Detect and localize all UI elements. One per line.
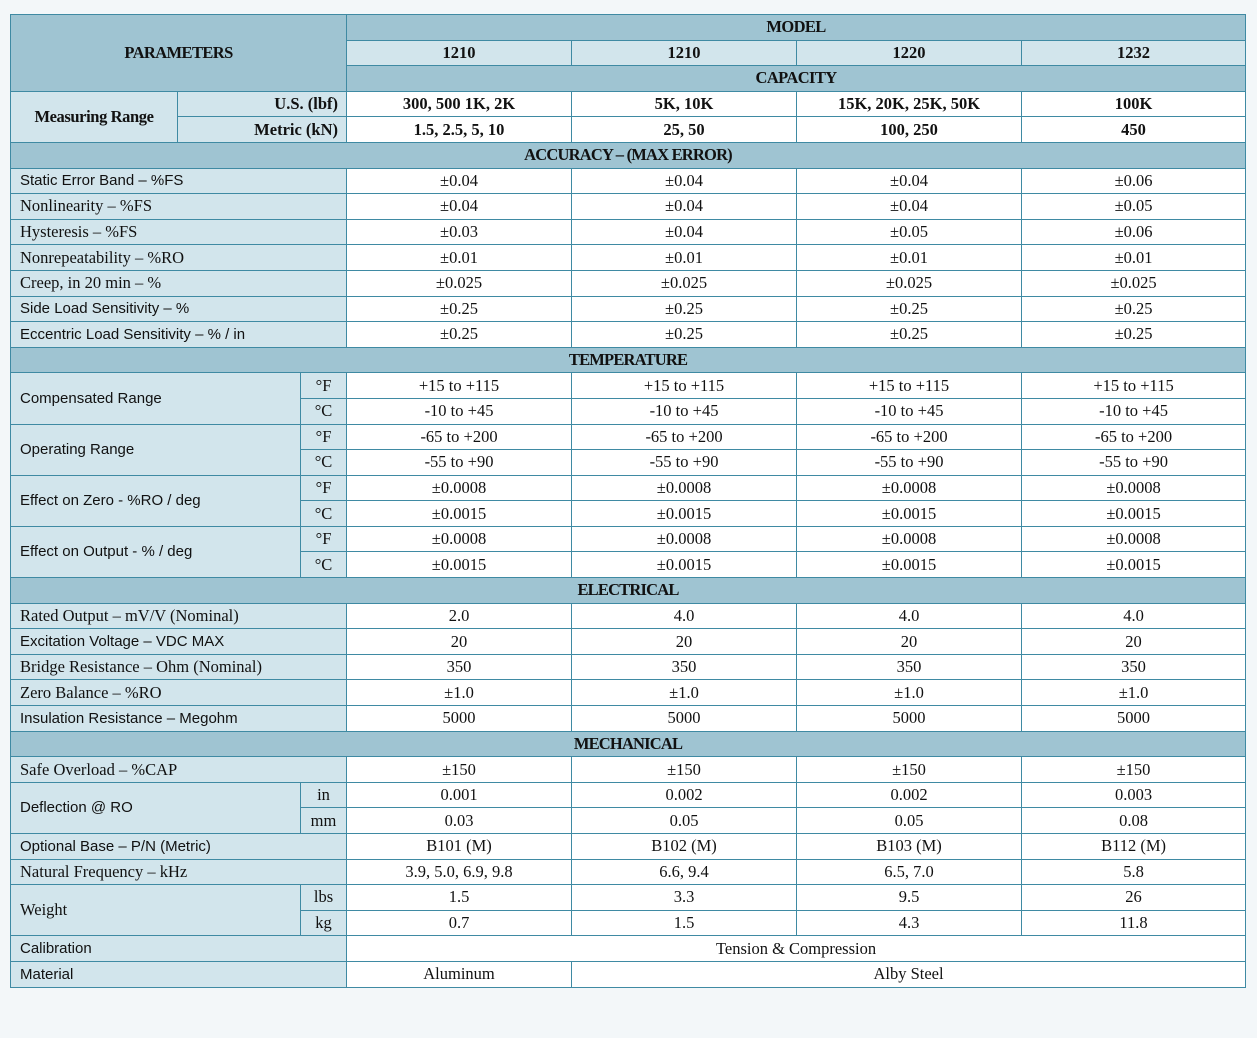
table-cell: ±0.04 — [572, 219, 797, 245]
table-row — [11, 885, 1246, 911]
table-cell: 0.7 — [347, 910, 572, 936]
celsius-unit: °C — [301, 501, 347, 527]
table-cell: ±0.06 — [1022, 219, 1246, 245]
table-cell: -55 to +90 — [572, 450, 797, 476]
capacity-header: CAPACITY — [347, 66, 1246, 92]
table-cell: ±1.0 — [797, 680, 1022, 706]
param-label: Safe Overload – %CAP — [11, 757, 347, 783]
param-label: Nonrepeatability – %RO — [11, 245, 347, 271]
table-cell: B103 (M) — [797, 834, 1022, 860]
table-row — [11, 526, 1246, 552]
table-cell: B102 (M) — [572, 834, 797, 860]
table-row — [11, 424, 1246, 450]
table-cell: ±0.0015 — [797, 552, 1022, 578]
accuracy-section-header: ACCURACY – (MAX ERROR) — [11, 142, 1246, 168]
table-row — [11, 245, 1246, 271]
table-cell: ±0.01 — [797, 245, 1022, 271]
table-cell: 0.05 — [572, 808, 797, 834]
table-row — [11, 194, 1246, 220]
table-row — [11, 347, 1246, 373]
mechanical-section-header: MECHANICAL — [11, 731, 1246, 757]
table-cell: 0.03 — [347, 808, 572, 834]
param-label: Effect on Zero - %RO / deg — [11, 475, 301, 526]
table-cell: 0.002 — [572, 782, 797, 808]
kilogram-unit: kg — [301, 910, 347, 936]
table-cell: -65 to +200 — [1022, 424, 1246, 450]
table-cell: ±0.025 — [347, 270, 572, 296]
table-cell: ±0.25 — [347, 296, 572, 322]
table-row — [11, 219, 1246, 245]
param-label: Material — [11, 961, 347, 987]
table-cell: 3.3 — [572, 885, 797, 911]
table-cell: 5000 — [1022, 706, 1246, 732]
table-cell: ±0.25 — [347, 322, 572, 348]
table-row — [11, 834, 1246, 860]
table-cell: ±1.0 — [347, 680, 572, 706]
table-cell: ±0.025 — [797, 270, 1022, 296]
calibration-value: Tension & Compression — [347, 936, 1246, 962]
celsius-unit: °C — [301, 552, 347, 578]
table-cell: ±1.0 — [1022, 680, 1246, 706]
table-row — [11, 142, 1246, 168]
table-cell: B112 (M) — [1022, 834, 1246, 860]
table-cell: ±0.25 — [572, 296, 797, 322]
table-cell: 4.0 — [1022, 603, 1246, 629]
table-cell: ±0.025 — [572, 270, 797, 296]
table-cell: 350 — [797, 654, 1022, 680]
table-cell: ±0.04 — [347, 194, 572, 220]
table-cell: ±0.04 — [797, 168, 1022, 194]
fahrenheit-unit: °F — [301, 475, 347, 501]
table-cell: ±1.0 — [572, 680, 797, 706]
parameters-header: PARAMETERS — [11, 15, 347, 92]
metric-unit-label: Metric (kN) — [178, 117, 347, 143]
table-cell: -10 to +45 — [347, 398, 572, 424]
table-cell: -55 to +90 — [797, 450, 1022, 476]
param-label: Insulation Resistance – Megohm — [11, 706, 347, 732]
table-cell: ±0.0015 — [1022, 501, 1246, 527]
table-cell: ±0.0015 — [1022, 552, 1246, 578]
table-row — [11, 629, 1246, 655]
table-row — [11, 117, 1246, 143]
table-cell: ±0.0008 — [347, 475, 572, 501]
table-cell: 11.8 — [1022, 910, 1246, 936]
table-cell: 9.5 — [797, 885, 1022, 911]
fahrenheit-unit: °F — [301, 526, 347, 552]
param-label: Calibration — [11, 936, 347, 962]
table-row — [11, 373, 1246, 399]
table-row — [11, 91, 1246, 117]
table-cell: ±0.0008 — [797, 526, 1022, 552]
model-header: MODEL — [347, 15, 1246, 41]
table-cell: ±0.0008 — [1022, 526, 1246, 552]
model-number-cell: 1210 — [572, 40, 797, 66]
table-cell: 6.6, 9.4 — [572, 859, 797, 885]
table-cell: 20 — [572, 629, 797, 655]
param-label: Effect on Output - % / deg — [11, 526, 301, 577]
param-label: Side Load Sensitivity – % — [11, 296, 347, 322]
table-cell: 20 — [347, 629, 572, 655]
param-label: Nonlinearity – %FS — [11, 194, 347, 220]
table-row — [11, 168, 1246, 194]
param-label: Natural Frequency – kHz — [11, 859, 347, 885]
table-cell: ±0.25 — [797, 296, 1022, 322]
table-cell: ±0.25 — [572, 322, 797, 348]
table-cell: ±150 — [572, 757, 797, 783]
table-cell: 0.05 — [797, 808, 1022, 834]
table-cell: 0.003 — [1022, 782, 1246, 808]
table-cell: 25, 50 — [572, 117, 797, 143]
param-label: Optional Base – P/N (Metric) — [11, 834, 347, 860]
table-cell: ±150 — [797, 757, 1022, 783]
table-cell: 1.5 — [347, 885, 572, 911]
table-cell: ±0.0015 — [347, 501, 572, 527]
table-cell: 26 — [1022, 885, 1246, 911]
table-cell: ±0.04 — [572, 194, 797, 220]
model-number-cell: 1220 — [797, 40, 1022, 66]
electrical-section-header: ELECTRICAL — [11, 578, 1246, 604]
table-cell: -65 to +200 — [572, 424, 797, 450]
table-cell: ±0.0008 — [347, 526, 572, 552]
celsius-unit: °C — [301, 398, 347, 424]
table-row — [11, 859, 1246, 885]
param-label: Operating Range — [11, 424, 301, 475]
table-row — [11, 782, 1246, 808]
material-alloy-steel: Alby Steel — [572, 961, 1246, 987]
table-cell: 350 — [347, 654, 572, 680]
param-label: Weight — [11, 885, 301, 936]
table-cell: 100K — [1022, 91, 1246, 117]
table-row — [11, 603, 1246, 629]
table-row — [11, 15, 1246, 41]
table-cell: ±0.25 — [797, 322, 1022, 348]
table-row — [11, 706, 1246, 732]
table-cell: ±150 — [347, 757, 572, 783]
table-cell: 5K, 10K — [572, 91, 797, 117]
table-cell: ±0.25 — [1022, 296, 1246, 322]
table-cell: 4.0 — [572, 603, 797, 629]
table-cell: -65 to +200 — [347, 424, 572, 450]
millimeter-unit: mm — [301, 808, 347, 834]
table-cell: ±0.0015 — [572, 552, 797, 578]
table-row — [11, 475, 1246, 501]
param-label: Compensated Range — [11, 373, 301, 424]
table-cell: 5000 — [797, 706, 1022, 732]
fahrenheit-unit: °F — [301, 424, 347, 450]
celsius-unit: °C — [301, 450, 347, 476]
table-cell: -65 to +200 — [797, 424, 1022, 450]
table-cell: -55 to +90 — [347, 450, 572, 476]
table-body — [11, 15, 1246, 988]
param-label: Creep, in 20 min – % — [11, 270, 347, 296]
table-cell: +15 to +115 — [572, 373, 797, 399]
measuring-range-label: Measuring Range — [11, 91, 178, 142]
table-cell: -10 to +45 — [572, 398, 797, 424]
fahrenheit-unit: °F — [301, 373, 347, 399]
table-cell: 0.08 — [1022, 808, 1246, 834]
table-cell: 5000 — [347, 706, 572, 732]
table-cell: +15 to +115 — [347, 373, 572, 399]
table-cell: 4.0 — [797, 603, 1022, 629]
table-row — [11, 680, 1246, 706]
table-cell: 15K, 20K, 25K, 50K — [797, 91, 1022, 117]
table-cell: 1.5 — [572, 910, 797, 936]
table-cell: 350 — [572, 654, 797, 680]
inch-unit: in — [301, 782, 347, 808]
pounds-unit: lbs — [301, 885, 347, 911]
model-number-cell: 1232 — [1022, 40, 1246, 66]
table-row — [11, 654, 1246, 680]
param-label: Zero Balance – %RO — [11, 680, 347, 706]
param-label: Eccentric Load Sensitivity – % / in — [11, 322, 347, 348]
table-cell: ±0.0015 — [797, 501, 1022, 527]
table-cell: ±0.05 — [797, 219, 1022, 245]
table-row — [11, 757, 1246, 783]
table-cell: ±0.0008 — [797, 475, 1022, 501]
table-cell: 100, 250 — [797, 117, 1022, 143]
table-cell: ±0.0008 — [572, 475, 797, 501]
param-label: Deflection @ RO — [11, 782, 301, 833]
table-cell: 350 — [1022, 654, 1246, 680]
table-cell: ±0.25 — [1022, 322, 1246, 348]
table-row — [11, 270, 1246, 296]
temperature-section-header: TEMPERATURE — [11, 347, 1246, 373]
table-cell: 20 — [797, 629, 1022, 655]
table-cell: B101 (M) — [347, 834, 572, 860]
table-cell: 4.3 — [797, 910, 1022, 936]
material-aluminum: Aluminum — [347, 961, 572, 987]
table-cell: ±0.06 — [1022, 168, 1246, 194]
table-cell: 1.5, 2.5, 5, 10 — [347, 117, 572, 143]
table-cell: -10 to +45 — [797, 398, 1022, 424]
param-label: Static Error Band – %FS — [11, 168, 347, 194]
table-cell: ±0.04 — [797, 194, 1022, 220]
table-cell: ±0.0008 — [1022, 475, 1246, 501]
table-cell: ±0.04 — [347, 168, 572, 194]
table-cell: 5000 — [572, 706, 797, 732]
param-label: Rated Output – mV/V (Nominal) — [11, 603, 347, 629]
specifications-table — [10, 14, 1246, 988]
table-row — [11, 936, 1246, 962]
table-row — [11, 296, 1246, 322]
table-cell: -55 to +90 — [1022, 450, 1246, 476]
table-cell: 20 — [1022, 629, 1246, 655]
table-cell: ±0.0015 — [572, 501, 797, 527]
table-cell: ±0.0008 — [572, 526, 797, 552]
table-cell: 0.002 — [797, 782, 1022, 808]
table-cell: ±0.04 — [572, 168, 797, 194]
table-cell: ±0.01 — [347, 245, 572, 271]
table-cell: -10 to +45 — [1022, 398, 1246, 424]
table-cell: ±0.05 — [1022, 194, 1246, 220]
table-cell: 6.5, 7.0 — [797, 859, 1022, 885]
table-cell: 3.9, 5.0, 6.9, 9.8 — [347, 859, 572, 885]
param-label: Bridge Resistance – Ohm (Nominal) — [11, 654, 347, 680]
us-unit-label: U.S. (lbf) — [178, 91, 347, 117]
table-cell: 450 — [1022, 117, 1246, 143]
table-cell: ±0.0015 — [347, 552, 572, 578]
param-label: Excitation Voltage – VDC MAX — [11, 629, 347, 655]
table-cell: 300, 500 1K, 2K — [347, 91, 572, 117]
table-row — [11, 731, 1246, 757]
table-cell: +15 to +115 — [797, 373, 1022, 399]
table-cell: 0.001 — [347, 782, 572, 808]
table-row — [11, 578, 1246, 604]
table-cell: ±0.03 — [347, 219, 572, 245]
table-cell: ±0.01 — [1022, 245, 1246, 271]
table-cell: ±150 — [1022, 757, 1246, 783]
model-number-cell: 1210 — [347, 40, 572, 66]
table-cell: 2.0 — [347, 603, 572, 629]
table-cell: ±0.025 — [1022, 270, 1246, 296]
table-cell: +15 to +115 — [1022, 373, 1246, 399]
param-label: Hysteresis – %FS — [11, 219, 347, 245]
table-cell: ±0.01 — [572, 245, 797, 271]
table-cell: 5.8 — [1022, 859, 1246, 885]
table-row — [11, 961, 1246, 987]
table-row — [11, 322, 1246, 348]
